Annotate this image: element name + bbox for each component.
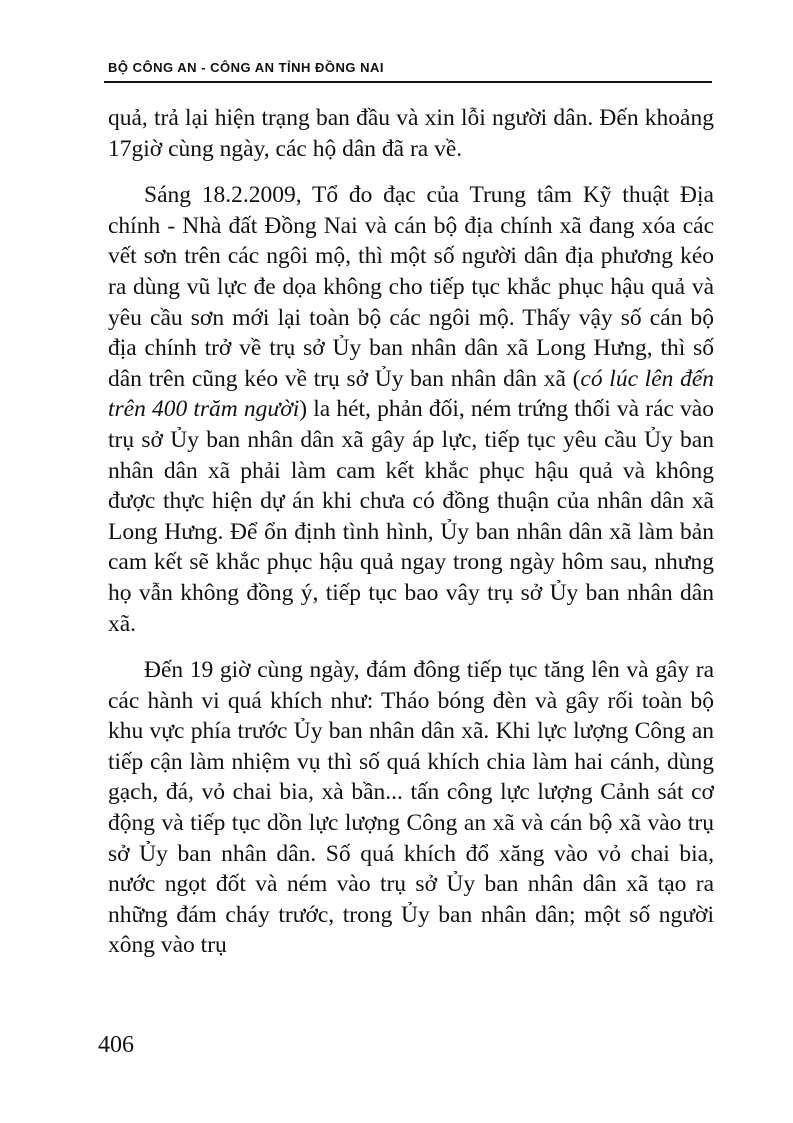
- header-rule: [104, 81, 712, 83]
- running-header: BỘ CÔNG AN - CÔNG AN TỈNH ĐỒNG NAI: [108, 60, 385, 75]
- paragraph-2-text-end: ) la hét, phản đối, ném trứng thối và rác vào trụ sở Ủy ban nhân dân xã gây áp lực, tiếp tục yêu cầu Ủy ban nhân dân xã phải làm cam kết khắc phục hậu quả và không được thực hiện dự án khi chưa có đồng thuận của nhân dân xã Long Hưng. Để ổn định tình hình, Ủy ban nhân dân xã làm bản cam kết sẽ khắc phục hậu quả ngay trong ngày hôm sau, nhưng họ vẫn không đồng ý, tiếp tục bao vây trụ sở Ủy ban nhân dân xã.: [108, 396, 714, 637]
- page-number: 406: [98, 1032, 134, 1058]
- body-text: [108, 103, 714, 977]
- paragraph-1: quả, trả lại hiện trạng ban đầu và xin lỗi người dân. Đến khoảng 17giờ cùng ngày, các hộ dân đã ra về.: [108, 105, 714, 162]
- paragraph-2-italic-note: có lúc lên đến trên 400 trăm người: [108, 365, 715, 423]
- paragraph-3: Đến 19 giờ cùng ngày, đám đông tiếp tục tăng lên và gây ra các hành vi quá khích như: Tháo bóng đèn và gây rối toàn bộ khu vực phía trước Ủy ban nhân dân xã. Khi lực lượng Công an tiếp cận làm nhiệm vụ thì số quá khích chia làm hai cánh, dùng gạch, đá, vỏ chai bia, xà bần... tấn công lực lượng Cảnh sát cơ động và tiếp tục dồn lực lượng Công an xã và cán bộ xã vào trụ sở Ủy ban nhân dân. Số quá khích đổ xăng vào vỏ chai bia, nước ngọt đốt và ném vào trụ sở Ủy ban nhân dân xã tạo ra những đám cháy trước, trong Ủy ban nhân dân; một số người xông vào trụ: [108, 657, 714, 959]
- paragraph-2: [108, 180, 714, 639]
- paragraph-2-text-start: Sáng 18.2.2009, Tổ đo đạc của Trung tâm Kỹ thuật Địa chính - Nhà đất Đồng Nai và cán bộ địa chính xã đang xóa các vết sơn trên các ngôi mộ, thì một số người dân địa phương kéo ra dùng vũ lực đe dọa không cho tiếp tục khắc phục hậu quả và yêu cầu sơn mới lại toàn bộ các ngôi mộ. Thấy vậy số cán bộ địa chính trở về trụ sở Ủy ban nhân dân xã Long Hưng, thì số dân trên cũng kéo về trụ sở Ủy ban nhân dân xã (: [108, 182, 714, 392]
